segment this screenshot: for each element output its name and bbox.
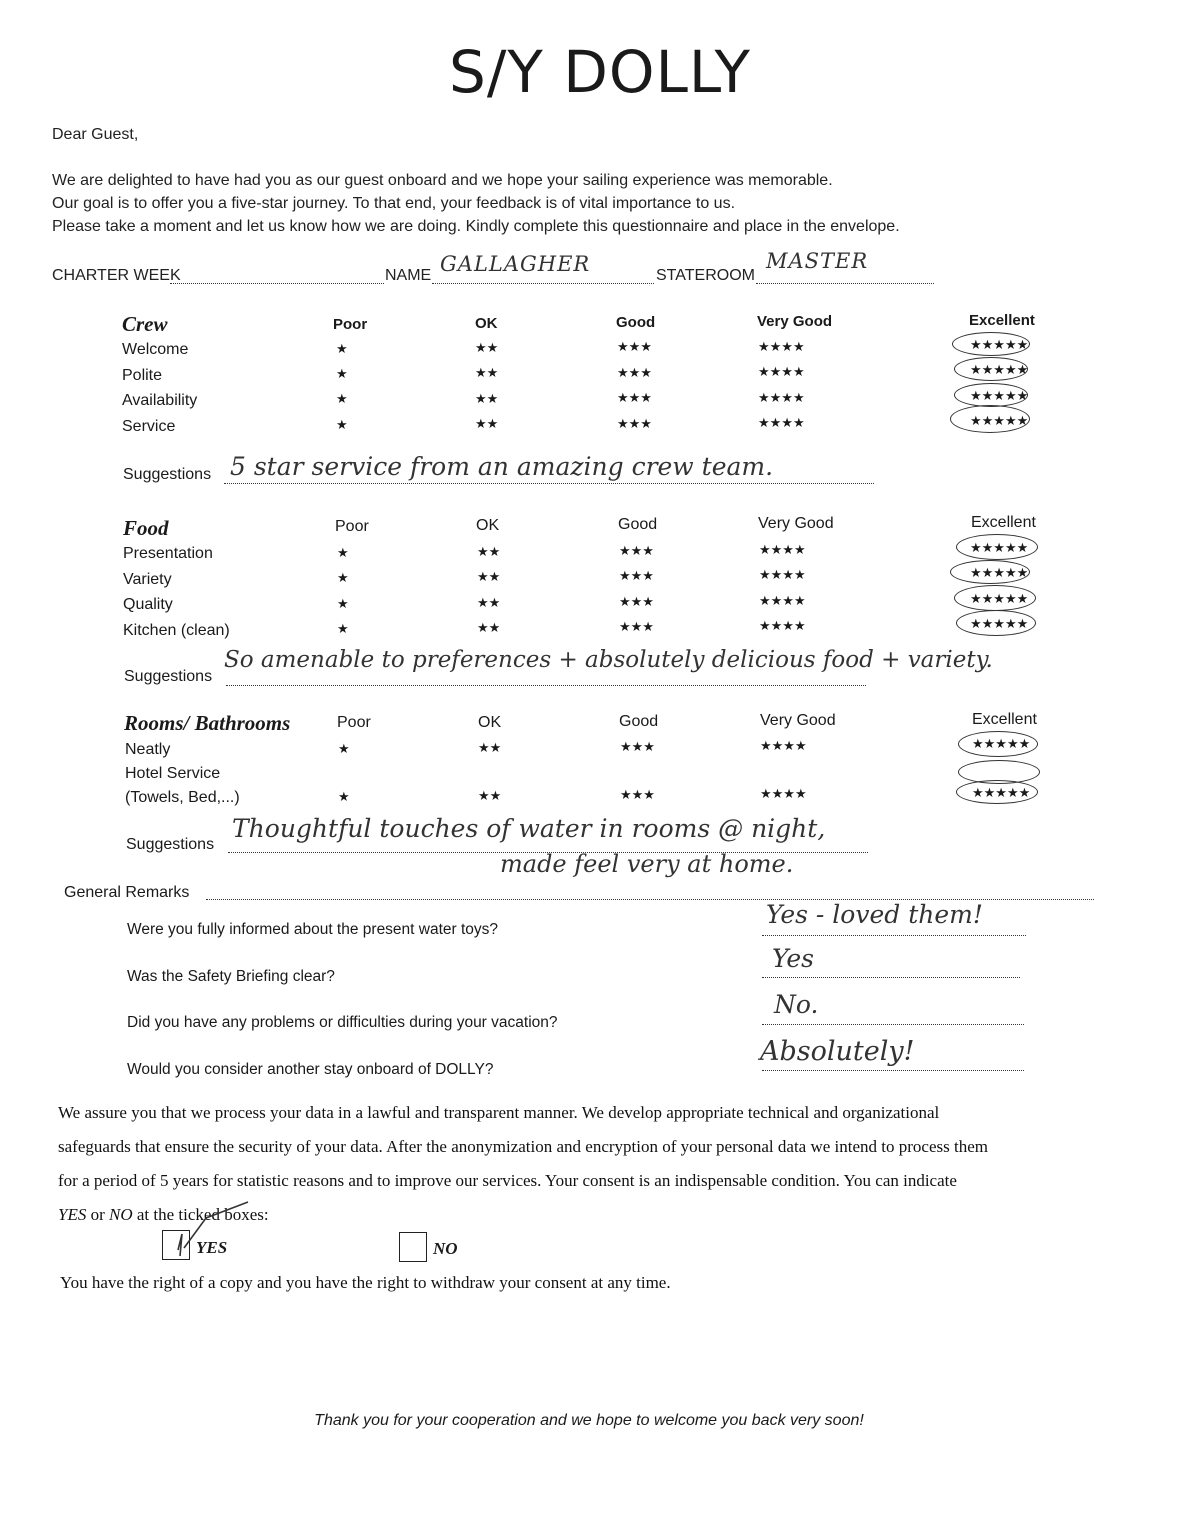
crew-welcome-label: Welcome: [122, 341, 189, 358]
rating-option[interactable]: ★★★★: [758, 416, 805, 431]
rooms-suggestion-text: Thoughtful touches of water in rooms @ night,: [232, 814, 826, 843]
charter-week-field[interactable]: [170, 283, 384, 284]
privacy-line-1: We assure you that we process your data in a lawful and transparent manner. We develop appropriate technical and organizational: [58, 1103, 940, 1122]
rating-option[interactable]: ★★★★: [758, 365, 805, 380]
rating-option[interactable]: ★★: [477, 621, 501, 636]
crew-suggestion-text: 5 star service from an amazing crew team.: [230, 452, 774, 481]
rating-option[interactable]: ★: [337, 597, 349, 612]
rooms-neatly-label: Neatly: [125, 741, 171, 758]
food-variety-label: Variety: [123, 571, 172, 588]
stateroom-label: STATEROOM: [656, 267, 755, 284]
stateroom-value: MASTER: [766, 249, 869, 273]
rating-option[interactable]: ★: [337, 622, 349, 637]
rating-option[interactable]: ★★★: [619, 569, 654, 584]
answer-another-stay: Absolutely!: [760, 1036, 915, 1067]
name-label: NAME: [385, 267, 432, 284]
food-suggestions-field[interactable]: [226, 685, 866, 686]
food-quality-label: Quality: [123, 596, 173, 613]
selection-circle: [954, 585, 1036, 611]
selection-circle: [950, 560, 1030, 584]
selection-circle: [956, 610, 1036, 636]
rating-option-selected[interactable]: ★★★★★: [970, 566, 1029, 581]
rating-option[interactable]: ★: [337, 571, 349, 586]
selection-circle: [954, 357, 1028, 381]
privacy-rights: You have the right of a copy and you have the right to withdraw your consent at any time.: [60, 1273, 671, 1292]
rating-option[interactable]: ★★★★: [759, 543, 806, 558]
col-excellent: Excellent: [971, 514, 1036, 531]
question-safety-briefing: Was the Safety Briefing clear?: [127, 968, 335, 985]
answer-water-toys: Yes - loved them!: [766, 900, 983, 929]
crew-suggestions-label: Suggestions: [123, 466, 212, 483]
rating-option[interactable]: ★★: [477, 596, 501, 611]
rating-option[interactable]: ★★: [478, 789, 502, 804]
rating-option[interactable]: ★: [336, 342, 348, 357]
col-poor: Poor: [337, 714, 371, 731]
rating-option[interactable]: ★★★: [619, 544, 654, 559]
col-very-good: Very Good: [760, 712, 836, 729]
col-ok: OK: [476, 517, 500, 534]
rating-option-selected[interactable]: ★★★★★: [970, 541, 1029, 556]
rating-option[interactable]: ★★: [475, 366, 499, 381]
rating-option[interactable]: ★: [336, 418, 348, 433]
rating-option[interactable]: ★★★: [617, 417, 652, 432]
selection-circle: [956, 534, 1038, 560]
name-value: GALLAGHER: [440, 252, 591, 276]
rating-option[interactable]: ★★★★: [759, 568, 806, 583]
rating-option[interactable]: ★★★★: [759, 594, 806, 609]
answer-field[interactable]: [762, 935, 1026, 936]
col-poor: Poor: [333, 316, 368, 333]
crew-availability-label: Availability: [122, 392, 198, 409]
answer-field[interactable]: [762, 1024, 1024, 1025]
section-title-food: Food: [123, 516, 169, 540]
answer-safety-briefing: Yes: [772, 944, 814, 973]
col-good: Good: [619, 713, 659, 730]
rating-option[interactable]: ★★: [478, 741, 502, 756]
rating-option[interactable]: ★: [336, 392, 348, 407]
selection-circle: [956, 780, 1038, 804]
intro-line-3: Please take a moment and let us know how we are doing. Kindly complete this questionnaire and place in the envelope.: [52, 218, 900, 235]
general-remarks-label: General Remarks: [64, 884, 190, 901]
food-kitchen-label: Kitchen (clean): [123, 622, 230, 639]
col-good: Good: [616, 314, 656, 331]
col-excellent: Excellent: [972, 711, 1037, 728]
rating-option[interactable]: ★★: [475, 341, 499, 356]
stateroom-field[interactable]: [756, 283, 934, 284]
rating-option-selected[interactable]: ★★★★★: [970, 389, 1029, 404]
closing-message: Thank you for your cooperation and we hope to welcome you back very soon!: [314, 1412, 864, 1429]
rating-option-selected[interactable]: ★★★★★: [970, 338, 1029, 353]
answer-field[interactable]: [762, 977, 1020, 978]
greeting: Dear Guest,: [52, 126, 139, 143]
answer-problems: No.: [774, 990, 819, 1019]
rating-option[interactable]: ★★: [477, 545, 501, 560]
rating-option[interactable]: ★★★★: [758, 340, 805, 355]
rating-option[interactable]: ★★★: [617, 366, 652, 381]
consent-no-label: NO: [433, 1239, 458, 1258]
consent-yes-label: YES: [196, 1238, 228, 1257]
rating-option[interactable]: ★: [338, 742, 350, 757]
rating-option[interactable]: ★★★: [617, 340, 652, 355]
rating-option-selected[interactable]: ★★★★★: [970, 414, 1029, 429]
privacy-line-3: for a period of 5 years for statistic reasons and to improve our services. Your consent is an indispensable condition. You can indicate: [58, 1171, 957, 1190]
selection-circle: [954, 383, 1028, 407]
crew-service-label: Service: [122, 418, 176, 435]
food-suggestions-label: Suggestions: [124, 668, 213, 685]
rating-option[interactable]: ★★: [475, 417, 499, 432]
rating-option[interactable]: ★★★★: [760, 739, 807, 754]
rooms-hotel-service-label: Hotel Service: [125, 765, 221, 782]
col-good: Good: [618, 516, 658, 533]
question-water-toys: Were you fully informed about the present water toys?: [127, 921, 499, 938]
rating-option[interactable]: ★★★: [619, 620, 654, 635]
rating-option-selected[interactable]: ★★★★★: [970, 592, 1029, 607]
rating-option[interactable]: ★: [338, 790, 350, 805]
crew-suggestions-field[interactable]: [224, 483, 874, 484]
rating-option-selected[interactable]: ★★★★★: [970, 617, 1029, 632]
rating-option[interactable]: ★★★★: [759, 619, 806, 634]
name-field[interactable]: [432, 283, 654, 284]
rating-option[interactable]: ★★★: [619, 595, 654, 610]
rating-option[interactable]: ★★★: [620, 740, 655, 755]
selection-circle: [950, 405, 1030, 433]
question-problems: Did you have any problems or difficulties during your vacation?: [127, 1014, 558, 1031]
answer-field[interactable]: [762, 1070, 1024, 1071]
rating-option-selected[interactable]: ★★★★★: [972, 786, 1031, 801]
privacy-line-2: safeguards that ensure the security of your data. After the anonymization and encryption of your personal data we intend to process them: [58, 1137, 988, 1156]
col-poor: Poor: [335, 518, 369, 535]
food-presentation-label: Presentation: [123, 545, 213, 562]
page-title: S/Y DOLLY: [449, 38, 751, 106]
rating-option[interactable]: ★★: [477, 570, 501, 585]
col-ok: OK: [478, 714, 502, 731]
crew-polite-label: Polite: [122, 367, 163, 384]
col-very-good: Very Good: [758, 515, 834, 532]
rooms-towels-label: (Towels, Bed,...): [125, 789, 240, 806]
selection-circle: [958, 731, 1038, 757]
consent-no-checkbox[interactable]: [399, 1232, 427, 1262]
rating-option[interactable]: ★★★: [620, 788, 655, 803]
rating-option[interactable]: ★★: [475, 392, 499, 407]
question-another-stay: Would you consider another stay onboard of DOLLY?: [127, 1061, 494, 1078]
intro-line-2: Our goal is to offer you a five-star journey. To that end, your feedback is of vital importance to us.: [52, 195, 736, 212]
rooms-suggestions-label: Suggestions: [126, 836, 215, 853]
rooms-suggestion-text-line2: made feel very at home.: [500, 850, 794, 878]
intro-line-1: We are delighted to have had you as our guest onboard and we hope your sailing experience was memorable.: [52, 172, 833, 189]
rating-option[interactable]: ★★★★: [760, 787, 807, 802]
food-suggestion-text: So amenable to preferences + absolutely delicious food + variety.: [224, 647, 993, 673]
section-title-rooms: Rooms/ Bathrooms: [124, 711, 291, 735]
rating-option[interactable]: ★★★: [617, 391, 652, 406]
rating-option-selected[interactable]: ★★★★★: [972, 737, 1031, 752]
privacy-line-4: YES or NO at the ticked boxes:: [58, 1205, 269, 1224]
section-title-crew: Crew: [122, 312, 168, 336]
col-very-good: Very Good: [757, 313, 833, 330]
col-ok: OK: [475, 315, 498, 332]
selection-circle: [952, 332, 1030, 356]
rating-option[interactable]: ★★★★: [758, 391, 805, 406]
col-excellent: Excellent: [969, 312, 1035, 329]
rating-option-selected[interactable]: ★★★★★: [970, 363, 1029, 378]
charter-week-label: CHARTER WEEK: [52, 267, 181, 284]
rating-option[interactable]: ★: [337, 546, 349, 561]
rating-option[interactable]: ★: [336, 367, 348, 382]
